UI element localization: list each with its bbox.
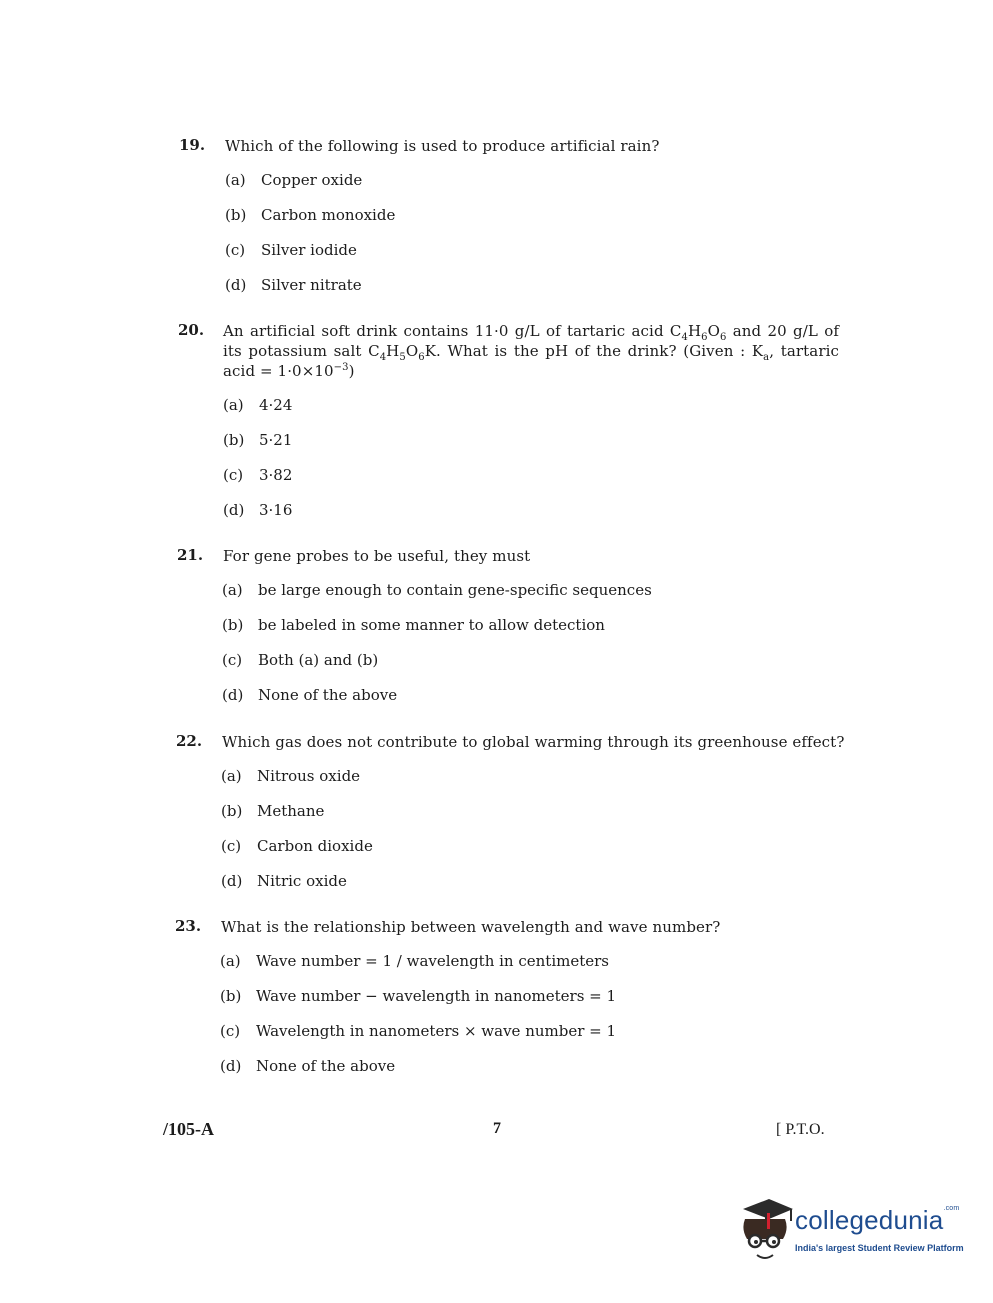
question-number: 21. [177, 546, 204, 564]
page-number: 7 [493, 1120, 501, 1137]
paper-code: /105-A [163, 1119, 214, 1139]
question-text: Which of the following is used to produce artificial rain? [225, 137, 660, 155]
option-d: (d) None of the above [222, 686, 398, 704]
option-c: (c) Carbon dioxide [221, 837, 373, 855]
option-a: (a) Copper oxide [225, 171, 363, 189]
option-b: (b) Methane [221, 802, 325, 820]
option-a: (a) Wave number = 1 / wavelength in centimeters [220, 952, 609, 970]
option-b: (b) 5·21 [223, 431, 293, 449]
logo-wordmark: collegedunia$^{.com}$ [795, 1205, 960, 1235]
option-c: (c) Both (a) and (b) [222, 651, 379, 669]
option-d: (d) None of the above [220, 1057, 396, 1075]
question-number: 22. [176, 732, 203, 750]
pto-label: [ P.T.O. [776, 1121, 825, 1138]
question-text: For gene probes to be useful, they must [223, 547, 531, 565]
option-d: (d) 3·16 [223, 501, 293, 519]
question-number: 23. [175, 917, 202, 935]
option-c: (c) 3·82 [223, 466, 293, 484]
question-text: What is the relationship between wavelength and wave number? [221, 918, 721, 936]
collegedunia-logo [735, 1195, 965, 1270]
option-d: (d) Nitric oxide [221, 872, 347, 890]
option-a: (a) Nitrous oxide [221, 767, 361, 785]
logo-tagline: India's largest Student Review Platform [795, 1243, 964, 1253]
mascot-icon [735, 1195, 797, 1267]
option-b: (b) Carbon monoxide [225, 206, 396, 224]
option-b: (b) Wave number − wavelength in nanometers = 1 [220, 987, 617, 1005]
option-c: (c) Wavelength in nanometers × wave number = 1 [220, 1022, 617, 1040]
question-number: 19. [179, 136, 206, 154]
option-b: (b) be labeled in some manner to allow detection [222, 616, 605, 634]
question-number: 20. [178, 321, 205, 339]
option-c: (c) Silver iodide [225, 241, 357, 259]
option-a: (a) be large enough to contain gene-specific sequences [222, 581, 652, 599]
question-text: Which gas does not contribute to global warming through its greenhouse effect? [222, 733, 845, 751]
question-text: An artificial soft drink contains 11·0 g/L of tartaric acid $C_4H_6O_6$ and 20 g/L of its potassium salt $C_4H_5O_6K$. What is the pH of the drink? (Given : $K_a$, tartaric acid = $1\cdot 0\times 10^{-3}$) [223, 322, 839, 380]
option-d: (d) Silver nitrate [225, 276, 362, 294]
option-a: (a) 4·24 [223, 396, 293, 414]
